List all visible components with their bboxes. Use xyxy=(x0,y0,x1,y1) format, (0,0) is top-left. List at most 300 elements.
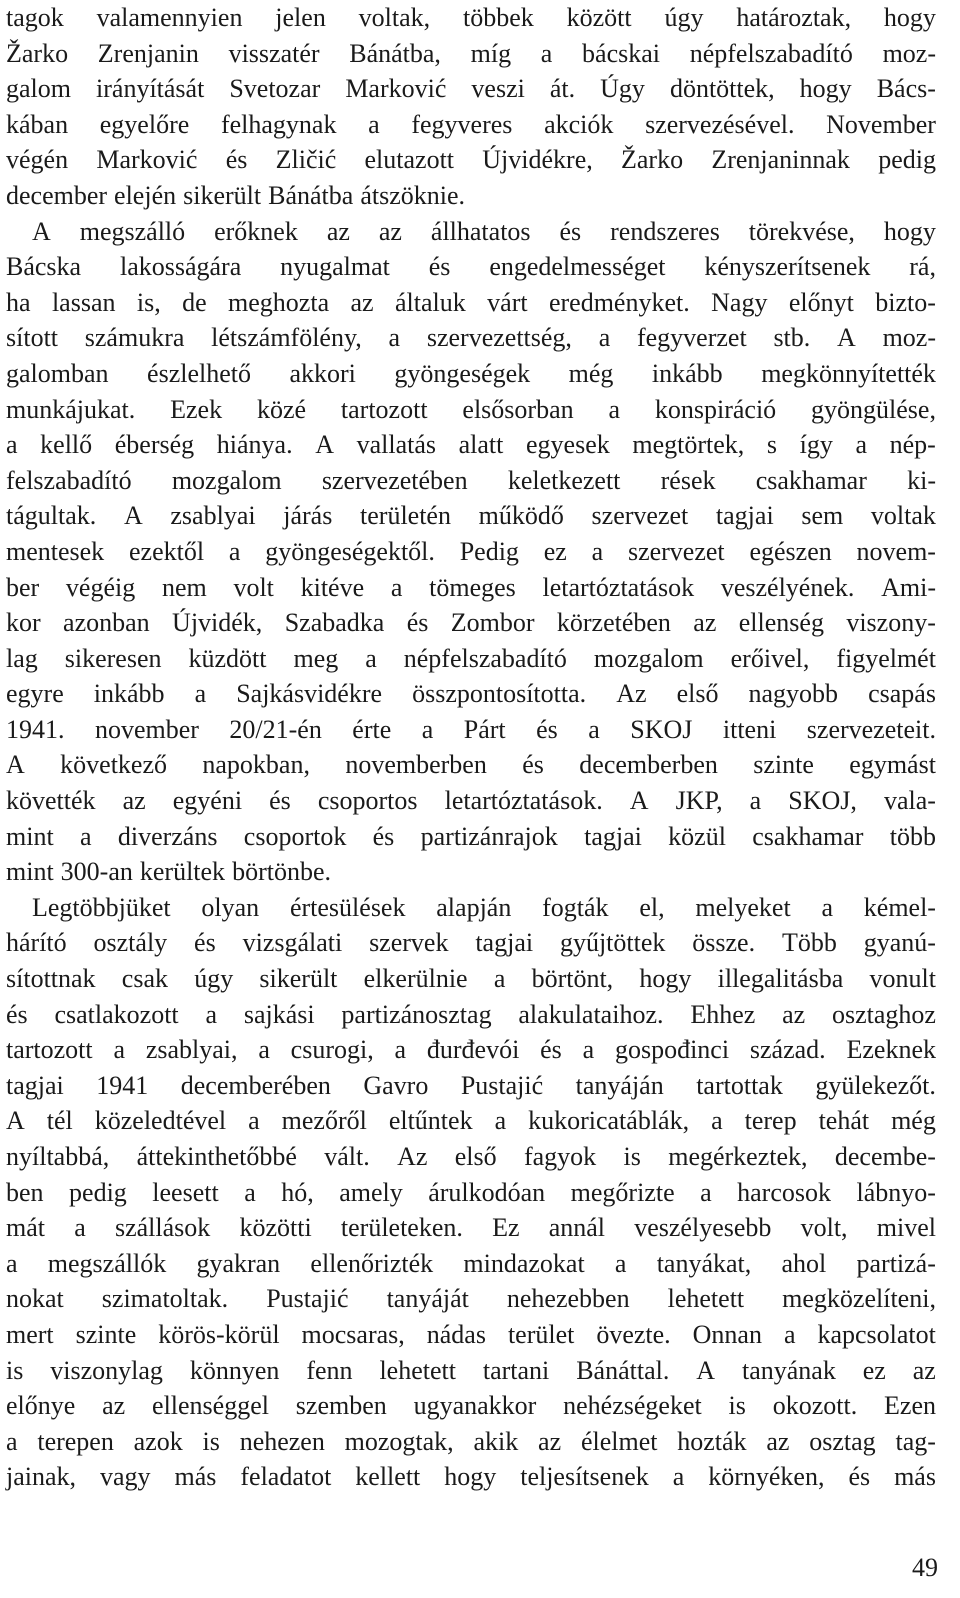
word: többek xyxy=(463,3,534,32)
word: egyelőre xyxy=(99,109,190,139)
word: A xyxy=(629,786,649,816)
word: partizá- xyxy=(856,1248,936,1278)
word: hogy xyxy=(639,964,692,994)
word: Nagy xyxy=(711,287,768,317)
word: végéig xyxy=(65,572,136,602)
word: letartóztatások. xyxy=(444,786,603,816)
text-line xyxy=(6,854,936,890)
word: pedig xyxy=(69,1177,127,1207)
word: börtönt, xyxy=(531,964,614,994)
word: szervezeteit. xyxy=(806,714,936,744)
word: a xyxy=(591,536,604,566)
word: lehetett xyxy=(667,1284,745,1314)
word: voltak xyxy=(870,501,936,531)
word: még xyxy=(568,358,614,388)
word: és xyxy=(406,608,429,638)
word: össze. xyxy=(692,928,756,958)
text-line xyxy=(6,925,936,961)
text-line xyxy=(6,71,936,107)
word: Újvidék, xyxy=(172,608,263,638)
word: nyíltabbá, xyxy=(6,1142,110,1171)
word: Zličić xyxy=(275,145,337,175)
word: a xyxy=(598,323,611,353)
word: novemberben xyxy=(345,750,487,780)
word: vizsgálati xyxy=(242,928,343,958)
text-line xyxy=(6,1388,936,1424)
text-line xyxy=(6,392,936,428)
word: Ezeknek xyxy=(846,1035,936,1065)
text-line xyxy=(6,178,936,214)
word: Zrenjaninnak xyxy=(711,145,850,175)
word: az xyxy=(782,999,806,1029)
word: gospođinci xyxy=(614,1035,730,1065)
word: több xyxy=(889,821,936,851)
word: visszatér xyxy=(228,38,320,68)
word: mozogtak, xyxy=(344,1426,454,1456)
word: hogy xyxy=(444,1462,497,1492)
word: vált. xyxy=(324,1142,370,1171)
word: szervezet xyxy=(627,536,725,566)
word: az xyxy=(538,1426,562,1456)
word: övezte. xyxy=(596,1319,671,1349)
word: moz- xyxy=(882,38,936,68)
word: tagjai xyxy=(6,1070,64,1100)
text-line xyxy=(6,712,936,748)
word: meg xyxy=(293,643,339,673)
word: előnye xyxy=(6,1391,76,1421)
word: népfelszabadító xyxy=(689,38,853,68)
word: gyöngülése, xyxy=(811,394,936,424)
word: környéken, xyxy=(708,1462,825,1492)
word: tél xyxy=(46,1106,73,1136)
word: törekvése, xyxy=(748,216,855,246)
word: kitéve xyxy=(300,572,365,602)
word: a xyxy=(6,1426,18,1456)
word: megszálló xyxy=(79,216,186,246)
word: az xyxy=(766,1426,790,1456)
word: nem xyxy=(161,572,207,602)
word: volt xyxy=(233,572,274,602)
word: mozgalom xyxy=(593,643,704,673)
word: sajkási xyxy=(243,999,315,1029)
word: felhagynak xyxy=(220,109,337,139)
word: míg xyxy=(470,38,512,68)
word: Bánátba, xyxy=(349,38,441,68)
word: Marković xyxy=(345,74,447,104)
text-line xyxy=(6,1424,936,1460)
word: alatt xyxy=(458,430,504,460)
word: és xyxy=(559,216,582,246)
word: akkori xyxy=(289,358,356,388)
word: csurogi, xyxy=(290,1035,374,1065)
word: terepen xyxy=(37,1426,114,1456)
word: szimatoltak. xyxy=(101,1284,229,1314)
word: fogták xyxy=(542,892,609,922)
word: sem xyxy=(801,501,844,531)
word: és xyxy=(6,999,28,1029)
word: SKOJ, xyxy=(788,786,857,816)
word: Párt xyxy=(463,714,506,744)
word: egymást xyxy=(849,750,936,780)
word: mezőről xyxy=(281,1106,367,1136)
word: illegalitásba xyxy=(717,964,844,994)
text-line xyxy=(6,570,936,606)
word: lassan xyxy=(51,287,116,317)
word: akciók xyxy=(544,109,614,139)
word: börtönbe. xyxy=(232,857,331,887)
page-number: 49 xyxy=(912,1553,938,1582)
word: szervezettség, xyxy=(426,323,572,353)
word: Zrenjanin xyxy=(97,38,199,68)
word: stb. xyxy=(773,323,811,353)
word: szervezésével. xyxy=(645,109,795,139)
word: megérkeztek, xyxy=(668,1142,808,1171)
word: megőrizte xyxy=(570,1177,675,1207)
word: a xyxy=(248,1106,260,1136)
word: árulkodóan xyxy=(428,1177,546,1207)
word: partizánrajok xyxy=(420,821,558,851)
word: terület xyxy=(507,1319,575,1349)
word: gyanú- xyxy=(863,928,936,958)
text-line xyxy=(6,534,936,570)
word: hogy xyxy=(883,3,936,32)
word: tartozott xyxy=(340,394,428,424)
word: szinte xyxy=(75,1319,137,1349)
word: tehát xyxy=(818,1106,870,1136)
word: ber xyxy=(6,572,40,602)
word: más xyxy=(894,1462,936,1492)
word: közül xyxy=(668,821,726,851)
word: általuk xyxy=(395,287,466,317)
word: fenn xyxy=(306,1355,353,1385)
word: megközelíteni, xyxy=(782,1284,936,1314)
text-line xyxy=(6,36,936,72)
word: zsablyai xyxy=(170,501,256,531)
word: ben xyxy=(6,1177,44,1207)
word: is, xyxy=(136,287,161,317)
word: szervezetében xyxy=(321,465,468,495)
word: viszony- xyxy=(846,608,936,638)
word: a xyxy=(540,38,553,68)
word: decemberében xyxy=(180,1070,331,1100)
word: december xyxy=(6,180,108,210)
word: és xyxy=(848,1462,871,1492)
word: tömeges xyxy=(429,572,516,602)
word: a xyxy=(368,109,380,139)
word: figyelmét xyxy=(836,643,936,673)
text-line xyxy=(6,1210,936,1246)
word: elsősorban xyxy=(462,394,574,424)
word: az xyxy=(326,216,350,246)
word: tagjai xyxy=(475,928,534,958)
word: sikerült xyxy=(183,180,262,210)
word: is xyxy=(202,1426,220,1456)
text-line xyxy=(6,1103,936,1139)
word: hogy xyxy=(883,216,936,246)
word: század. xyxy=(749,1035,826,1065)
word: A xyxy=(315,430,334,460)
word: a xyxy=(700,1177,712,1207)
text-line xyxy=(6,320,936,356)
word: elkerülnie xyxy=(363,964,468,994)
word: az xyxy=(350,287,374,317)
word: a xyxy=(582,1035,595,1065)
word: Szabadka xyxy=(284,608,385,638)
word: vagy xyxy=(100,1462,151,1492)
word: közeledtével xyxy=(94,1106,227,1136)
word: úgy xyxy=(194,964,234,994)
word: annál xyxy=(548,1213,606,1243)
word: mindazokat xyxy=(463,1248,585,1278)
word: az xyxy=(693,608,717,638)
word: Az xyxy=(397,1142,428,1171)
word: tartozott xyxy=(6,1035,93,1065)
word: terep xyxy=(744,1106,797,1136)
text-line xyxy=(6,463,936,499)
word: észlelhető xyxy=(147,358,251,388)
word: ellenség xyxy=(738,608,824,638)
word: ellenőrizték xyxy=(310,1248,434,1278)
word: és xyxy=(522,750,544,780)
word: hárító xyxy=(6,928,67,958)
word: a xyxy=(79,821,92,851)
word: valamennyien xyxy=(96,3,243,32)
word: kában xyxy=(6,109,69,139)
text-line xyxy=(6,0,936,36)
word: mint xyxy=(6,857,54,887)
word: kukoricatáblák, xyxy=(528,1106,690,1136)
word: tágultak. xyxy=(6,501,97,531)
word: megkönnyítették xyxy=(761,358,936,388)
word: kémel- xyxy=(863,892,936,922)
word: is xyxy=(623,1142,641,1171)
word: erőknek xyxy=(214,216,298,246)
word: egészen xyxy=(749,536,832,566)
word: csakhamar xyxy=(755,465,867,495)
word: mocsaras, xyxy=(301,1319,405,1349)
word: hogy xyxy=(799,74,852,104)
word: rá, xyxy=(909,252,936,282)
word: a xyxy=(365,643,377,673)
word: is xyxy=(728,1391,746,1421)
word: és xyxy=(372,821,395,851)
word: egyesek xyxy=(526,430,610,460)
word: élelmet xyxy=(580,1426,658,1456)
word: Sajkásvidékre xyxy=(236,679,383,709)
word: várt xyxy=(487,287,528,317)
word: hiánya. xyxy=(216,430,293,460)
word: teljesítsenek xyxy=(520,1462,649,1492)
word: a xyxy=(494,1106,507,1136)
document-page xyxy=(6,0,936,1495)
word: veszélyének. xyxy=(720,572,855,602)
word: rendszeres xyxy=(610,216,720,246)
word: szinte xyxy=(753,750,814,780)
word: đurđevói xyxy=(426,1035,520,1065)
word: küzdött xyxy=(188,643,267,673)
word: sítottnak xyxy=(6,964,96,994)
word: ezektől xyxy=(128,536,205,566)
word: és xyxy=(225,145,248,175)
word: nehézségeket xyxy=(563,1391,702,1421)
word: Marković xyxy=(96,145,198,175)
word: tag- xyxy=(895,1426,936,1456)
word: számukra xyxy=(84,323,185,353)
word: osztály xyxy=(93,928,168,958)
word: ki- xyxy=(907,465,936,495)
word: Bánáttal. xyxy=(576,1355,670,1385)
text-line xyxy=(6,1246,936,1282)
word: összpontosította. xyxy=(412,679,587,709)
word: a xyxy=(855,430,868,460)
word: mivel xyxy=(876,1213,936,1243)
word: kellő xyxy=(40,430,93,460)
word: Úgy xyxy=(600,74,645,104)
text-line xyxy=(6,997,936,1033)
word: 20/21-én xyxy=(229,714,322,744)
word: moz- xyxy=(882,323,936,353)
word: lábnyo- xyxy=(856,1177,936,1207)
word: A xyxy=(123,501,143,531)
word: előnyt xyxy=(788,287,854,317)
word: kerültek xyxy=(139,857,226,887)
text-line xyxy=(6,285,936,321)
word: alakulataihoz. xyxy=(518,999,664,1029)
word: a xyxy=(205,999,218,1029)
word: veszélyesebb xyxy=(634,1213,772,1243)
word: Ezen xyxy=(884,1391,936,1421)
word: SKOJ xyxy=(630,714,693,744)
word: jainak, xyxy=(6,1462,77,1492)
word: Pustajić xyxy=(460,1070,544,1100)
word: meghozta xyxy=(228,287,330,317)
word: a xyxy=(394,1035,407,1065)
word: is xyxy=(6,1355,24,1385)
word: között xyxy=(566,3,632,32)
text-line xyxy=(6,249,936,285)
word: éberség xyxy=(114,430,195,460)
word: Gavro xyxy=(363,1070,429,1100)
word: áttekinthetőbbé xyxy=(136,1142,297,1171)
word: át. xyxy=(549,74,576,104)
word: és xyxy=(269,786,291,816)
word: Zombor xyxy=(450,608,535,638)
word: a xyxy=(608,394,621,424)
word: galom xyxy=(6,74,71,104)
word: olyan xyxy=(201,892,260,922)
word: tagjai xyxy=(715,501,774,531)
word: Bács- xyxy=(876,74,936,104)
word: Több xyxy=(781,928,837,958)
word: mentesek xyxy=(6,536,105,566)
text-line xyxy=(6,641,936,677)
word: a xyxy=(228,536,241,566)
word: Ehhez xyxy=(690,999,756,1029)
text-line xyxy=(6,1139,936,1175)
text-line xyxy=(6,107,936,143)
word: engedelmességet xyxy=(489,252,666,282)
word: veszi xyxy=(471,74,525,104)
word: 1941. xyxy=(6,714,65,744)
word: népfelszabadító xyxy=(403,643,567,673)
word: és xyxy=(428,252,451,282)
word: Legtöbbjüket xyxy=(32,892,171,922)
word: osztaghoz xyxy=(832,999,936,1029)
word: a xyxy=(6,430,18,460)
word: november xyxy=(94,714,199,744)
word: értesülések xyxy=(289,892,406,922)
word: első xyxy=(454,1142,497,1171)
word: A xyxy=(837,323,856,353)
word: követték xyxy=(6,786,96,816)
word: kellett xyxy=(355,1462,421,1492)
word: mát xyxy=(6,1213,45,1243)
word: vonult xyxy=(869,964,936,994)
word: erőivel, xyxy=(730,643,810,673)
word: ahol xyxy=(781,1248,827,1278)
word: rések xyxy=(660,465,716,495)
word: tanyának xyxy=(741,1355,836,1385)
word: fagyok xyxy=(523,1142,597,1171)
text-line xyxy=(6,498,936,534)
word: diverzáns xyxy=(117,821,218,851)
word: közötti xyxy=(239,1213,312,1243)
word: gyűjtöttek xyxy=(559,928,666,958)
word: akik xyxy=(473,1426,519,1456)
word: tanyákat, xyxy=(656,1248,752,1278)
word: lehetett xyxy=(379,1355,456,1385)
word: szállások xyxy=(114,1213,211,1243)
word: így xyxy=(799,430,833,460)
word: decemberben xyxy=(579,750,718,780)
word: területeken. xyxy=(340,1213,463,1243)
word: ez xyxy=(862,1355,886,1385)
word: JKP, xyxy=(675,786,723,816)
word: járás xyxy=(283,501,333,531)
word: irányítását xyxy=(96,74,205,104)
word: és xyxy=(536,714,558,744)
word: A xyxy=(6,750,25,780)
word: csoportok xyxy=(243,821,347,851)
word: letartóztatások xyxy=(542,572,695,602)
word: okozott. xyxy=(772,1391,858,1421)
word: a xyxy=(672,1462,685,1492)
word: a xyxy=(588,714,600,744)
word: érte xyxy=(352,714,392,744)
word: kényszerítsenek xyxy=(704,252,871,282)
word: a xyxy=(493,964,506,994)
word: az xyxy=(122,786,146,816)
word: a xyxy=(244,1177,256,1207)
word: gyöngeségektől. xyxy=(265,536,435,566)
text-line xyxy=(6,1281,936,1317)
word: A xyxy=(696,1355,716,1385)
word: Ami- xyxy=(881,572,936,602)
word: tanyáját xyxy=(386,1284,469,1314)
word: A xyxy=(6,1106,25,1136)
word: még xyxy=(891,1106,936,1136)
word: közé xyxy=(256,394,307,424)
word: az xyxy=(912,1355,936,1385)
word: Újvidékre, xyxy=(482,145,593,175)
word: inkább xyxy=(93,679,165,709)
word: és xyxy=(540,1035,562,1065)
word: elején xyxy=(114,180,177,210)
word: osztag xyxy=(809,1426,876,1456)
word: zsablyai, xyxy=(145,1035,238,1065)
word: keletkezett xyxy=(507,465,621,495)
word: döntöttek, xyxy=(669,74,775,104)
